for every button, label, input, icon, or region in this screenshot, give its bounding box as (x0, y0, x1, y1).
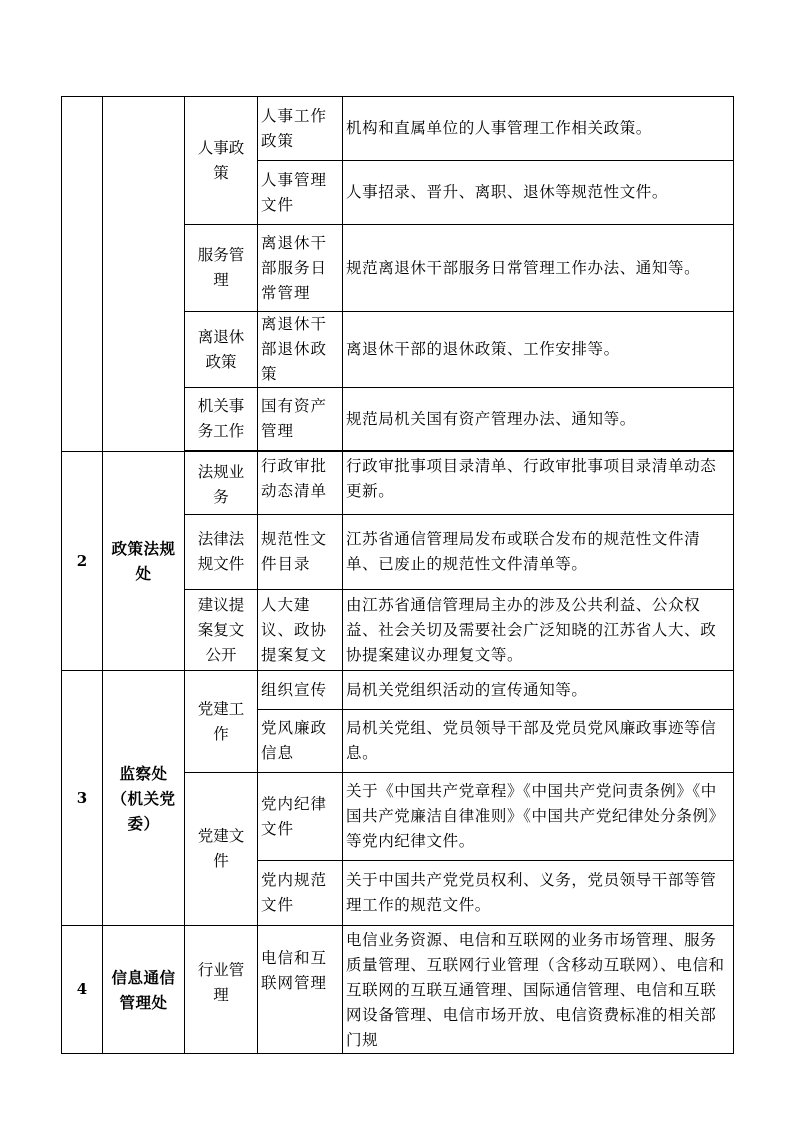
category-name: 服务管理 (185, 225, 258, 312)
table-row (62, 671, 734, 710)
category-name: 人事政策 (185, 97, 258, 225)
table-row (62, 452, 734, 515)
subcategory-name: 人大建议、政协提案复文 (258, 590, 343, 671)
disclosure-catalog-table (61, 96, 734, 1054)
subcategory-name: 党风廉政信息 (258, 710, 343, 773)
subcategory-name: 组织宣传 (258, 671, 343, 710)
category-name: 建议提案复文公开 (185, 590, 258, 671)
subcategory-name: 党内纪律文件 (258, 773, 343, 861)
department-name: 监察处（机关党委） (103, 671, 185, 926)
subcategory-name: 人事工作政策 (258, 97, 343, 161)
category-name: 党建工作 (185, 671, 258, 773)
department-name: 政策法规处 (103, 452, 185, 671)
description: 行政审批事项目录清单、行政审批事项目录清单动态更新。 (343, 452, 734, 515)
description: 机构和直属单位的人事管理工作相关政策。 (343, 97, 734, 161)
section-number: 4 (62, 926, 103, 1054)
subcategory-name: 国有资产管理 (258, 388, 343, 451)
description: 规范局机关国有资产管理办法、通知等。 (343, 388, 734, 451)
description: 关于《中国共产党章程》《中国共产党问责条例》《中国共产党廉洁自律准则》《中国共产党纪律处分条例》等党内纪律文件。 (343, 773, 734, 861)
description: 局机关党组、党员领导干部及党员党风廉政事迹等信息。 (343, 710, 734, 773)
category-name: 机关事务工作 (185, 388, 258, 451)
description: 关于中国共产党党员权利、义务，党员领导干部等管理工作的规范文件。 (343, 861, 734, 926)
subcategory-name: 离退休干部服务日常管理 (258, 225, 343, 312)
description: 离退休干部的退休政策、工作安排等。 (343, 312, 734, 388)
department-name (103, 97, 185, 452)
subcategory-name: 人事管理文件 (258, 161, 343, 225)
section-number: 3 (62, 671, 103, 926)
subcategory-name: 电信和互联网管理 (258, 926, 343, 1054)
description: 电信业务资源、电信和互联网的业务市场管理、服务质量管理、互联网行业管理（含移动互联网）、电信和互联网的互联互通管理、国际通信管理、电信和互联网设备管理、电信市场开放、电信资费标准的相关部门规 (343, 926, 734, 1054)
subcategory-name: 党内规范文件 (258, 861, 343, 926)
section-number (62, 97, 103, 452)
subcategory-name: 规范性文件目录 (258, 515, 343, 590)
department-name: 信息通信管理处 (103, 926, 185, 1054)
table-row (62, 926, 734, 1054)
subcategory-name: 离退休干部退休政策 (258, 312, 343, 388)
category-name: 党建文件 (185, 773, 258, 926)
section-number: 2 (62, 452, 103, 671)
category-name: 法规业务 (185, 452, 258, 515)
description: 规范离退休干部服务日常管理工作办法、通知等。 (343, 225, 734, 312)
subcategory-name: 行政审批动态清单 (258, 452, 343, 515)
description: 由江苏省通信管理局主办的涉及公共利益、公众权益、社会关切及需要社会广泛知晓的江苏省人大、政协提案建议办理复文等。 (343, 590, 734, 671)
description: 局机关党组织活动的宣传通知等。 (343, 671, 734, 710)
category-name: 离退休政策 (185, 312, 258, 388)
category-name: 行业管理 (185, 926, 258, 1054)
table-row (62, 97, 734, 161)
description: 人事招录、晋升、离职、退休等规范性文件。 (343, 161, 734, 225)
description: 江苏省通信管理局发布或联合发布的规范性文件清单、已废止的规范性文件清单等。 (343, 515, 734, 590)
category-name: 法律法规文件 (185, 515, 258, 590)
